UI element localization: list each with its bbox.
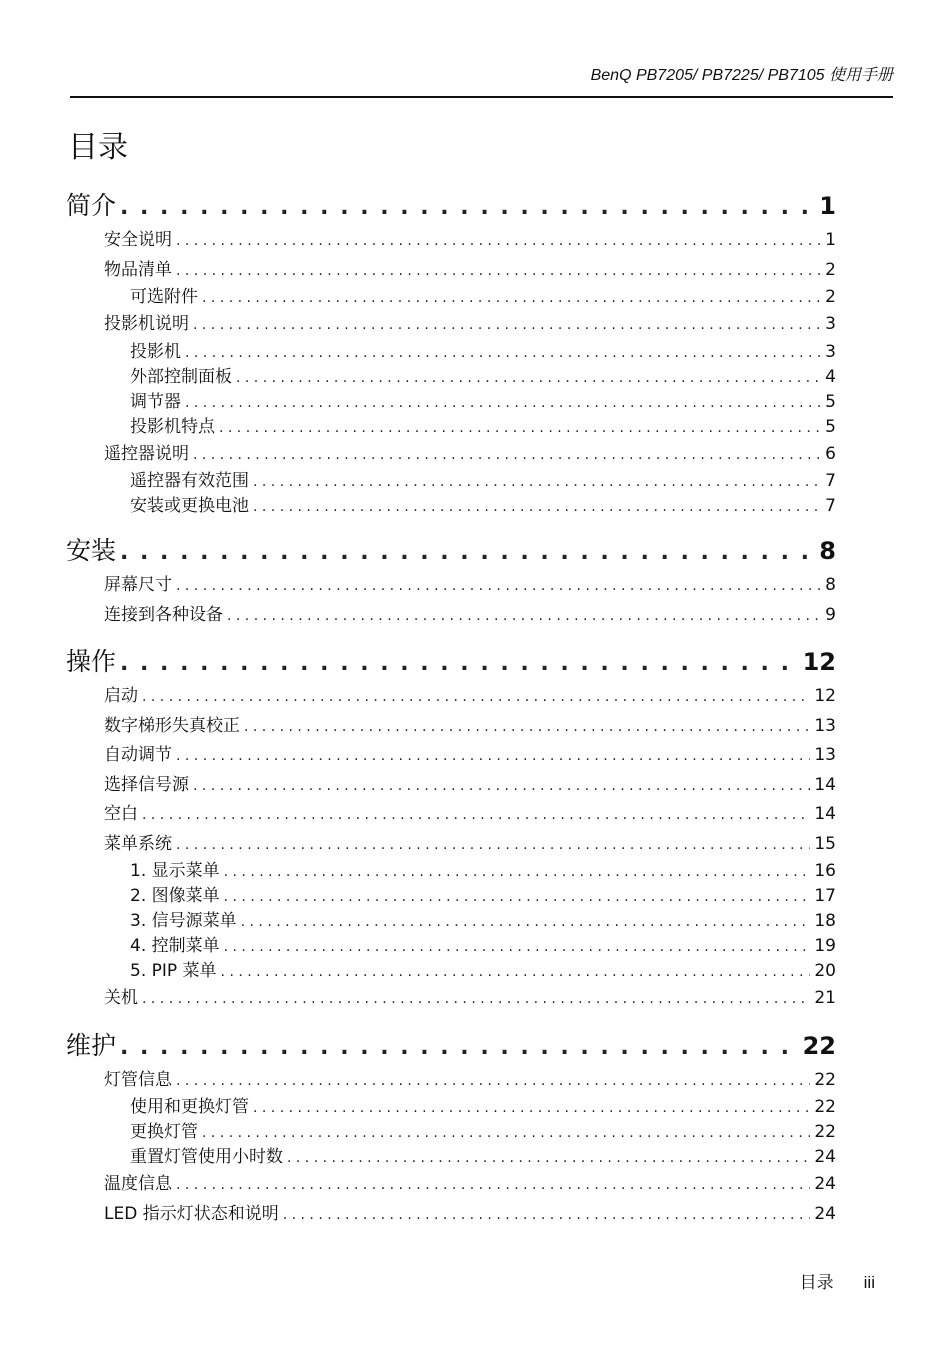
dot-leader	[283, 1201, 811, 1230]
toc-subitem[interactable]	[66, 1145, 836, 1170]
dot-leader	[253, 1096, 810, 1120]
toc-entry-label: 安全说明	[104, 230, 172, 250]
toc-entry-label: 投影机	[130, 341, 181, 362]
toc-entry-page: 12	[814, 686, 836, 706]
dot-leader	[142, 985, 810, 1014]
toc-entry-page: 14	[814, 774, 836, 795]
dot-leader	[227, 602, 821, 631]
section-gap	[66, 1014, 836, 1026]
header-rule	[70, 96, 893, 98]
dot-leader	[241, 910, 811, 934]
toc-entry-label: 自动调节	[104, 745, 172, 765]
toc-section[interactable]	[66, 531, 836, 571]
toc-entry-page: 1	[819, 192, 836, 220]
toc-entry-label: 投影机说明	[104, 314, 189, 334]
toc-subitem[interactable]	[66, 859, 836, 884]
toc-entry-label: 投影机特点	[130, 416, 215, 437]
toc-item[interactable]	[66, 571, 836, 601]
toc-subitem[interactable]	[66, 1095, 836, 1120]
toc-entry-page: 8	[825, 575, 836, 595]
toc-entry-label: 物品清单	[104, 259, 172, 280]
toc-entry-page: 4	[825, 366, 836, 387]
toc-entry-page: 5	[825, 416, 836, 437]
dot-leader	[120, 188, 815, 226]
toc-entry-page: 2	[825, 259, 836, 280]
toc-entry-label: 操作	[66, 647, 117, 676]
toc-entry-page: 20	[814, 961, 836, 981]
toc-item[interactable]	[66, 310, 836, 340]
dot-leader	[176, 831, 810, 860]
toc-section[interactable]	[66, 642, 836, 682]
toc-entry-page: 22	[814, 1122, 836, 1142]
dot-leader	[193, 311, 821, 340]
dot-leader	[193, 772, 810, 801]
toc-subitem[interactable]	[66, 884, 836, 909]
dot-leader	[224, 885, 811, 909]
toc-entry-label: 关机	[104, 988, 138, 1008]
dot-leader	[185, 341, 821, 365]
toc-item[interactable]	[66, 1170, 836, 1200]
dot-leader	[221, 960, 811, 984]
toc-subitem[interactable]	[66, 959, 836, 984]
dot-leader	[253, 470, 821, 494]
toc-item[interactable]	[66, 712, 836, 742]
toc-item[interactable]	[66, 256, 836, 286]
toc-entry-page: 14	[814, 804, 836, 824]
dot-leader	[202, 1121, 810, 1145]
dot-leader	[176, 572, 821, 601]
toc-entry-page: 24	[814, 1174, 836, 1194]
toc-entry-label: 调节器	[130, 391, 181, 412]
toc-subitem[interactable]	[66, 285, 836, 310]
toc-entry-label: 3. 信号源菜单	[130, 911, 237, 931]
toc-item[interactable]	[66, 1200, 836, 1230]
toc-entry-page: 22	[802, 1031, 836, 1060]
toc-entry-page: 18	[814, 911, 836, 931]
toc-entry-label: 遥控器有效范围	[130, 471, 249, 491]
toc-item[interactable]	[66, 984, 836, 1014]
dot-leader	[287, 1146, 810, 1170]
toc-entry-label: 空白	[104, 804, 138, 824]
toc-entry-page: 24	[814, 1203, 836, 1224]
toc-entry-page: 22	[814, 1069, 836, 1090]
section-gap	[66, 630, 836, 642]
page-footer	[800, 1268, 875, 1293]
toc-subitem[interactable]	[66, 909, 836, 934]
toc-entry-label: 启动	[104, 686, 138, 706]
toc-section[interactable]	[66, 1026, 836, 1066]
dot-leader	[176, 257, 821, 286]
toc-item[interactable]	[66, 830, 836, 860]
dot-leader	[219, 416, 821, 440]
toc-entry-page: 22	[814, 1097, 836, 1117]
dot-leader	[142, 801, 810, 830]
footer-page-number: iii	[863, 1273, 875, 1292]
toc-entry-label: 选择信号源	[104, 774, 189, 795]
toc-subitem[interactable]	[66, 415, 836, 440]
toc-entry-page: 1	[825, 230, 836, 250]
section-gap	[66, 519, 836, 531]
dot-leader	[224, 860, 811, 884]
toc-item[interactable]	[66, 682, 836, 712]
table-of-contents	[66, 186, 836, 1229]
toc-entry-page: 19	[814, 936, 836, 956]
toc-entry-label: 遥控器说明	[104, 443, 189, 464]
toc-entry-label: 灯管信息	[104, 1069, 172, 1090]
toc-section[interactable]	[66, 186, 836, 226]
toc-entry-label: LED 指示灯状态和说明	[104, 1203, 279, 1224]
dot-leader	[185, 391, 821, 415]
toc-entry-label: 安装	[66, 536, 117, 565]
toc-entry-label: 1. 显示菜单	[130, 861, 220, 881]
toc-subitem[interactable]	[66, 365, 836, 390]
dot-leader	[142, 683, 810, 712]
toc-entry-page: 3	[825, 314, 836, 334]
toc-entry-label: 2. 图像菜单	[130, 886, 220, 906]
toc-subitem[interactable]	[66, 340, 836, 365]
dot-leader	[193, 441, 821, 470]
toc-item[interactable]	[66, 741, 836, 771]
toc-entry-page: 15	[814, 833, 836, 854]
toc-subitem[interactable]	[66, 390, 836, 415]
toc-item[interactable]	[66, 771, 836, 801]
dot-leader	[120, 1028, 799, 1066]
toc-title: 目录	[68, 130, 128, 165]
toc-item[interactable]	[66, 1066, 836, 1096]
toc-entry-label: 安装或更换电池	[130, 496, 249, 516]
toc-entry-label: 更换灯管	[130, 1122, 198, 1142]
toc-entry-page: 13	[814, 715, 836, 736]
toc-entry-page: 8	[819, 537, 836, 565]
toc-subitem[interactable]	[66, 1120, 836, 1145]
toc-entry-page: 5	[825, 391, 836, 412]
toc-entry-page: 2	[825, 287, 836, 307]
dot-leader	[176, 742, 810, 771]
toc-entry-label: 使用和更换灯管	[130, 1097, 249, 1117]
toc-entry-label: 屏幕尺寸	[104, 575, 172, 595]
dot-leader	[120, 644, 799, 682]
dot-leader	[244, 713, 810, 742]
toc-entry-page: 17	[814, 886, 836, 906]
toc-entry-page: 3	[825, 341, 836, 362]
toc-entry-label: 温度信息	[104, 1174, 172, 1194]
dot-leader	[176, 227, 821, 256]
toc-entry-label: 维护	[66, 1030, 117, 1060]
toc-entry-page: 9	[825, 604, 836, 625]
toc-entry-label: 4. 控制菜单	[130, 936, 220, 956]
toc-entry-page: 21	[814, 988, 836, 1008]
toc-subitem[interactable]	[66, 494, 836, 519]
toc-subitem[interactable]	[66, 934, 836, 959]
toc-entry-label: 外部控制面板	[130, 366, 232, 387]
toc-entry-page: 12	[802, 648, 836, 676]
dot-leader	[224, 935, 811, 959]
toc-item[interactable]	[66, 601, 836, 631]
dot-leader	[176, 1067, 810, 1096]
dot-leader	[253, 495, 821, 519]
dot-leader	[236, 366, 821, 390]
toc-entry-page: 24	[814, 1147, 836, 1167]
dot-leader	[176, 1171, 810, 1200]
toc-item[interactable]	[66, 800, 836, 830]
toc-entry-label: 5. PIP 菜单	[130, 961, 217, 981]
toc-entry-label: 简介	[66, 191, 117, 220]
toc-entry-label: 菜单系统	[104, 833, 172, 854]
toc-entry-label: 连接到各种设备	[104, 604, 223, 625]
toc-entry-label: 可选附件	[130, 287, 198, 307]
toc-subitem[interactable]	[66, 469, 836, 494]
toc-entry-label: 数字梯形失真校正	[104, 715, 240, 736]
running-header: BenQ PB7205/ PB7225/ PB7105 使用手册	[590, 67, 893, 84]
toc-entry-page: 13	[814, 745, 836, 765]
toc-item[interactable]	[66, 226, 836, 256]
footer-label: 目录	[799, 1273, 834, 1293]
toc-entry-page: 7	[825, 471, 836, 491]
toc-entry-page: 6	[825, 443, 836, 464]
toc-item[interactable]	[66, 440, 836, 470]
dot-leader	[120, 533, 815, 571]
toc-entry-label: 重置灯管使用小时数	[130, 1147, 283, 1167]
dot-leader	[202, 286, 821, 310]
toc-entry-page: 7	[825, 496, 836, 516]
toc-entry-page: 16	[814, 861, 836, 881]
